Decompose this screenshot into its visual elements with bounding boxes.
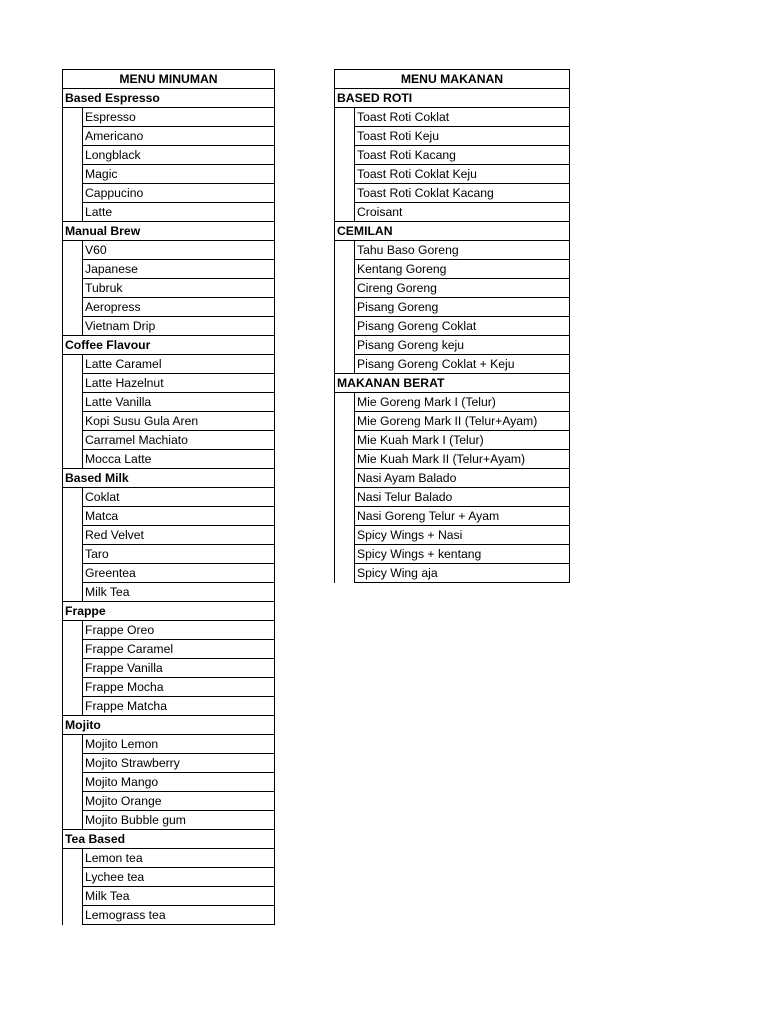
- menu-item-row: [63, 887, 275, 906]
- menu-item: Mocca Latte: [83, 450, 275, 469]
- menu-item-row: [335, 146, 570, 165]
- category-row: [63, 469, 275, 488]
- menu-item-row: [335, 203, 570, 222]
- menu-item-row: [63, 697, 275, 716]
- menu-item: Milk Tea: [83, 887, 275, 906]
- indent-cell: [335, 127, 355, 146]
- indent-cell: [335, 184, 355, 203]
- indent-cell: [335, 165, 355, 184]
- indent-cell: [335, 355, 355, 374]
- menu-makanan-body: [335, 89, 570, 583]
- indent-cell: [63, 659, 83, 678]
- category-label: Tea Based: [63, 830, 275, 849]
- menu-item: Japanese: [83, 260, 275, 279]
- indent-cell: [63, 887, 83, 906]
- menu-item: Pisang Goreng Coklat + Keju: [355, 355, 570, 374]
- indent-cell: [63, 792, 83, 811]
- menu-item-row: [63, 735, 275, 754]
- menu-item-row: [335, 336, 570, 355]
- indent-cell: [63, 317, 83, 336]
- menu-item: Cappucino: [83, 184, 275, 203]
- menu-item-row: [335, 317, 570, 336]
- indent-cell: [63, 279, 83, 298]
- menu-makanan-title: MENU MAKANAN: [335, 70, 570, 89]
- menu-item-row: [63, 165, 275, 184]
- indent-cell: [63, 241, 83, 260]
- category-label: Based Espresso: [63, 89, 275, 108]
- menu-item-row: [335, 298, 570, 317]
- category-row: [63, 336, 275, 355]
- indent-cell: [335, 279, 355, 298]
- indent-cell: [63, 127, 83, 146]
- menu-item: Coklat: [83, 488, 275, 507]
- menu-item-row: [63, 279, 275, 298]
- category-row: [63, 716, 275, 735]
- menu-item-row: [63, 811, 275, 830]
- indent-cell: [335, 431, 355, 450]
- indent-cell: [63, 526, 83, 545]
- category-row: [335, 222, 570, 241]
- menu-item: Nasi Telur Balado: [355, 488, 570, 507]
- menu-item: Mojito Strawberry: [83, 754, 275, 773]
- table-header-row: [63, 70, 275, 89]
- indent-cell: [63, 203, 83, 222]
- menu-item-row: [63, 526, 275, 545]
- category-label: MAKANAN BERAT: [335, 374, 570, 393]
- menu-item: Cireng Goreng: [355, 279, 570, 298]
- menu-item-row: [335, 393, 570, 412]
- menu-minuman-body: [63, 89, 275, 925]
- menu-item: V60: [83, 241, 275, 260]
- menu-item-row: [63, 108, 275, 127]
- indent-cell: [63, 146, 83, 165]
- menu-item-row: [63, 184, 275, 203]
- menu-item: Spicy Wings + Nasi: [355, 526, 570, 545]
- menu-item: Mie Goreng Mark II (Telur+Ayam): [355, 412, 570, 431]
- indent-cell: [335, 203, 355, 222]
- indent-cell: [63, 165, 83, 184]
- menu-item: Tubruk: [83, 279, 275, 298]
- category-row: [335, 374, 570, 393]
- indent-cell: [63, 298, 83, 317]
- menu-minuman-table: [62, 69, 275, 925]
- indent-cell: [63, 355, 83, 374]
- indent-cell: [335, 317, 355, 336]
- menu-item: Frappe Caramel: [83, 640, 275, 659]
- menu-item: Nasi Goreng Telur + Ayam: [355, 507, 570, 526]
- indent-cell: [63, 374, 83, 393]
- category-label: CEMILAN: [335, 222, 570, 241]
- menu-item: Kentang Goreng: [355, 260, 570, 279]
- category-label: Frappe: [63, 602, 275, 621]
- menu-item-row: [63, 412, 275, 431]
- menu-item: Taro: [83, 545, 275, 564]
- menu-item: Matca: [83, 507, 275, 526]
- indent-cell: [63, 773, 83, 792]
- indent-cell: [63, 811, 83, 830]
- indent-cell: [335, 108, 355, 127]
- menu-item: Spicy Wings + kentang: [355, 545, 570, 564]
- menu-item: Latte Hazelnut: [83, 374, 275, 393]
- menu-item-row: [335, 127, 570, 146]
- indent-cell: [335, 260, 355, 279]
- indent-cell: [63, 754, 83, 773]
- menu-item-row: [335, 431, 570, 450]
- category-row: [63, 222, 275, 241]
- indent-cell: [63, 431, 83, 450]
- indent-cell: [335, 526, 355, 545]
- menu-item-row: [63, 260, 275, 279]
- category-row: [63, 89, 275, 108]
- indent-cell: [63, 564, 83, 583]
- menu-item: Pisang Goreng: [355, 298, 570, 317]
- indent-cell: [63, 393, 83, 412]
- menu-item: Croisant: [355, 203, 570, 222]
- menu-item-row: [335, 165, 570, 184]
- menu-item: Lychee tea: [83, 868, 275, 887]
- menu-item: Pisang Goreng keju: [355, 336, 570, 355]
- indent-cell: [63, 640, 83, 659]
- menu-item: Lemograss tea: [83, 906, 275, 925]
- menu-item-row: [335, 469, 570, 488]
- menu-item: Americano: [83, 127, 275, 146]
- menu-item-row: [63, 754, 275, 773]
- menu-item: Espresso: [83, 108, 275, 127]
- category-label: Manual Brew: [63, 222, 275, 241]
- indent-cell: [63, 868, 83, 887]
- menu-item-row: [335, 184, 570, 203]
- menu-item: Frappe Matcha: [83, 697, 275, 716]
- menu-item-row: [335, 450, 570, 469]
- indent-cell: [335, 298, 355, 317]
- indent-cell: [63, 906, 83, 925]
- menu-item-row: [335, 488, 570, 507]
- menu-item: Mojito Mango: [83, 773, 275, 792]
- category-row: [63, 602, 275, 621]
- indent-cell: [63, 697, 83, 716]
- menu-item-row: [335, 564, 570, 583]
- menu-item-row: [335, 526, 570, 545]
- indent-cell: [63, 849, 83, 868]
- indent-cell: [63, 545, 83, 564]
- indent-cell: [335, 488, 355, 507]
- category-label: Coffee Flavour: [63, 336, 275, 355]
- menu-item-row: [63, 488, 275, 507]
- menu-item-row: [63, 241, 275, 260]
- category-row: [335, 89, 570, 108]
- menu-item-row: [335, 260, 570, 279]
- menu-item-row: [63, 773, 275, 792]
- menu-item: Vietnam Drip: [83, 317, 275, 336]
- menu-minuman-title: MENU MINUMAN: [63, 70, 275, 89]
- menu-item-row: [63, 431, 275, 450]
- menu-item: Mie Kuah Mark I (Telur): [355, 431, 570, 450]
- menu-item-row: [63, 792, 275, 811]
- menu-makanan-table: [334, 69, 570, 583]
- menu-item-row: [63, 849, 275, 868]
- menu-item: Pisang Goreng Coklat: [355, 317, 570, 336]
- indent-cell: [63, 184, 83, 203]
- menu-item-row: [63, 678, 275, 697]
- menu-item-row: [63, 317, 275, 336]
- indent-cell: [63, 412, 83, 431]
- indent-cell: [335, 469, 355, 488]
- indent-cell: [63, 583, 83, 602]
- menu-item: Mojito Bubble gum: [83, 811, 275, 830]
- menu-item-row: [63, 203, 275, 222]
- indent-cell: [335, 507, 355, 526]
- menu-item: Toast Roti Coklat: [355, 108, 570, 127]
- menu-item-row: [335, 279, 570, 298]
- menu-item: Mie Kuah Mark II (Telur+Ayam): [355, 450, 570, 469]
- indent-cell: [63, 621, 83, 640]
- indent-cell: [63, 260, 83, 279]
- menu-item: Red Velvet: [83, 526, 275, 545]
- menu-item: Latte Caramel: [83, 355, 275, 374]
- menu-item-row: [63, 146, 275, 165]
- menu-item: Kopi Susu Gula Aren: [83, 412, 275, 431]
- menu-item: Greentea: [83, 564, 275, 583]
- indent-cell: [335, 336, 355, 355]
- indent-cell: [63, 108, 83, 127]
- menu-item: Milk Tea: [83, 583, 275, 602]
- menu-item: Frappe Mocha: [83, 678, 275, 697]
- category-label: Mojito: [63, 716, 275, 735]
- menu-item: Toast Roti Kacang: [355, 146, 570, 165]
- menu-item-row: [63, 659, 275, 678]
- menu-item-row: [335, 355, 570, 374]
- indent-cell: [63, 488, 83, 507]
- menu-item: Magic: [83, 165, 275, 184]
- indent-cell: [335, 241, 355, 260]
- menu-item: Toast Roti Coklat Kacang: [355, 184, 570, 203]
- indent-cell: [63, 735, 83, 754]
- menu-item-row: [63, 640, 275, 659]
- indent-cell: [335, 564, 355, 583]
- indent-cell: [335, 146, 355, 165]
- menu-item: Frappe Oreo: [83, 621, 275, 640]
- indent-cell: [63, 678, 83, 697]
- menu-item: Frappe Vanilla: [83, 659, 275, 678]
- menu-item: Toast Roti Coklat Keju: [355, 165, 570, 184]
- indent-cell: [335, 545, 355, 564]
- menu-item-row: [63, 906, 275, 925]
- menu-item-row: [335, 412, 570, 431]
- menu-item: Tahu Baso Goreng: [355, 241, 570, 260]
- menu-item-row: [63, 393, 275, 412]
- menu-item: Longblack: [83, 146, 275, 165]
- menu-item: Aeropress: [83, 298, 275, 317]
- menu-item: Spicy Wing aja: [355, 564, 570, 583]
- menu-item: Mojito Lemon: [83, 735, 275, 754]
- menu-item-row: [63, 621, 275, 640]
- menu-item-row: [63, 450, 275, 469]
- menu-item-row: [335, 241, 570, 260]
- indent-cell: [335, 412, 355, 431]
- menu-item-row: [63, 127, 275, 146]
- menu-item-row: [335, 545, 570, 564]
- menu-item-row: [63, 355, 275, 374]
- menu-item-row: [335, 507, 570, 526]
- menu-item: Mojito Orange: [83, 792, 275, 811]
- menu-item-row: [63, 298, 275, 317]
- category-row: [63, 830, 275, 849]
- menu-item: Carramel Machiato: [83, 431, 275, 450]
- menu-item-row: [335, 108, 570, 127]
- indent-cell: [335, 393, 355, 412]
- indent-cell: [335, 450, 355, 469]
- category-label: BASED ROTI: [335, 89, 570, 108]
- menu-item: Mie Goreng Mark I (Telur): [355, 393, 570, 412]
- indent-cell: [63, 450, 83, 469]
- menu-item-row: [63, 868, 275, 887]
- menu-item-row: [63, 545, 275, 564]
- menu-item-row: [63, 507, 275, 526]
- indent-cell: [63, 507, 83, 526]
- menu-item-row: [63, 374, 275, 393]
- menu-item-row: [63, 564, 275, 583]
- menu-item-row: [63, 583, 275, 602]
- menu-item: Nasi Ayam Balado: [355, 469, 570, 488]
- menu-item: Lemon tea: [83, 849, 275, 868]
- menu-item: Latte Vanilla: [83, 393, 275, 412]
- menu-item: Toast Roti Keju: [355, 127, 570, 146]
- menu-item: Latte: [83, 203, 275, 222]
- category-label: Based Milk: [63, 469, 275, 488]
- table-header-row: [335, 70, 570, 89]
